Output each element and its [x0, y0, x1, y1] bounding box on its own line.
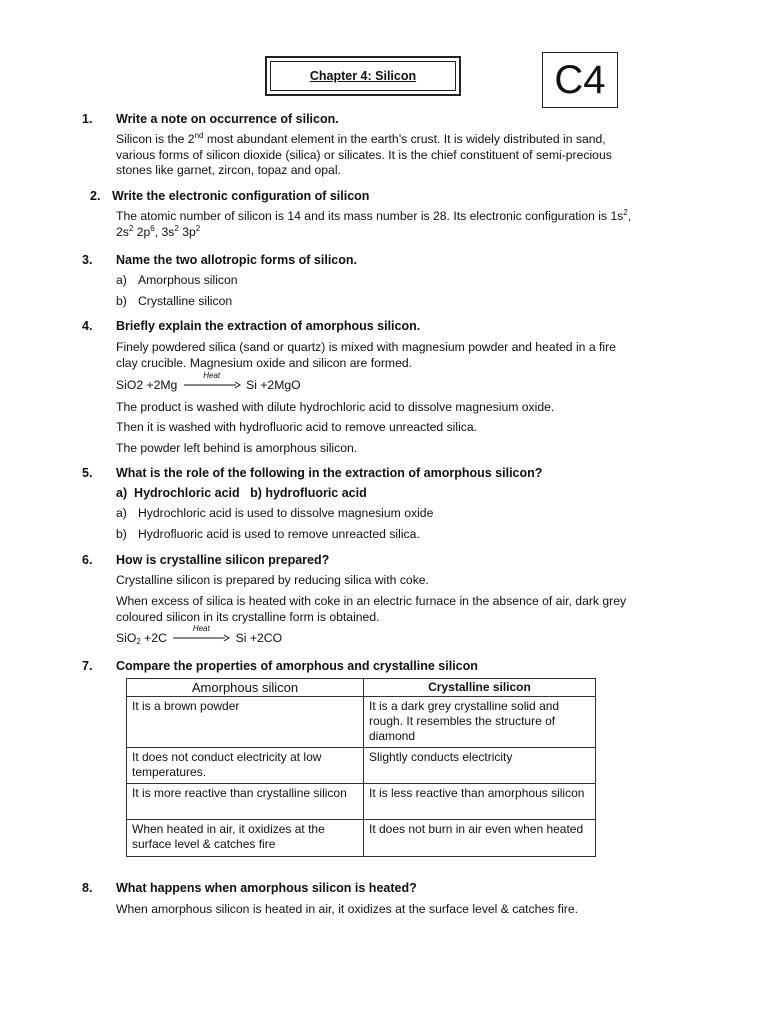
q3-list-item: [116, 273, 238, 287]
q8-number: 8.: [82, 881, 93, 895]
q7-question: Compare the properties of amorphous and crystalline silicon: [116, 659, 478, 673]
q6-equation: [116, 624, 283, 646]
config-sup-5: 2: [195, 223, 201, 233]
q8-answer: When amorphous silicon is heated in air, it oxidizes at the surface level & catches fire.: [116, 902, 578, 916]
chapter-title-box: [265, 56, 461, 96]
q6-eq-si: SiO: [116, 631, 137, 645]
config-part-5: 3p: [178, 224, 196, 239]
table-cell: Slightly conducts electricity: [364, 748, 596, 784]
config-part-4: , 3s: [154, 224, 175, 239]
q3-item-marker: b): [116, 294, 127, 308]
q1-number: 1.: [82, 112, 93, 126]
q4-eq-right: Si +2MgO: [246, 378, 301, 392]
q4-para1: Finely powdered silica (sand or quartz) is mixed with magnesium powder and heated in a fire clay crucible. Magnesium oxide and silicon are formed.: [116, 340, 616, 370]
q1-answer: [116, 132, 636, 179]
q3-list-item: [116, 294, 232, 308]
q6-eq-right: Si +2CO: [235, 631, 283, 645]
config-part-3: 2p: [133, 224, 151, 239]
q4-para3: Then it is washed with hydrofluoric acid to remove unreacted silica.: [116, 420, 478, 434]
q6-eq-carbon: +2C: [140, 631, 167, 645]
q4-equation: [116, 371, 301, 392]
table-row: [127, 748, 596, 784]
q3-number: 3.: [82, 253, 93, 267]
chapter-code-box: C4: [542, 52, 618, 108]
config-sup-4: 2: [174, 223, 179, 233]
table-cell: It is a dark grey crystalline solid and rough. It resembles the structure of diamond: [364, 697, 596, 748]
table-header-crystalline: Crystalline silicon: [364, 679, 596, 697]
q5-number: 5.: [82, 466, 93, 480]
q3-item-text: Amorphous silicon: [138, 273, 238, 287]
q6-eq-left: [116, 631, 167, 645]
config-sup-3: 6: [150, 223, 155, 233]
config-sup-2: 2: [128, 223, 134, 233]
table-header-amorphous: Amorphous silicon: [127, 679, 364, 697]
table-cell: When heated in air, it oxidizes at the surface level & catches fire: [127, 820, 364, 857]
table-cell: It is more reactive than crystalline silicon: [127, 784, 364, 820]
table-cell: It is a brown powder: [127, 697, 364, 748]
q3-item-marker: a): [116, 273, 127, 287]
q7-number: 7.: [82, 659, 93, 673]
table-cell: It does not burn in air even when heated: [364, 820, 596, 857]
config-part-2: , 2s: [116, 209, 632, 239]
q4-para2: The product is washed with dilute hydrochloric acid to dissolve magnesium oxide.: [116, 400, 555, 414]
q3-question: Name the two allotropic forms of silicon.: [116, 253, 358, 267]
q2-question: Write the electronic configuration of silicon: [112, 189, 370, 203]
table-cell: It is less reactive than amorphous silicon: [364, 784, 596, 820]
q1-question: Write a note on occurrence of silicon.: [116, 112, 339, 126]
chapter-title: Chapter 4: Silicon: [270, 61, 456, 91]
q6-eq-sub: 2: [136, 637, 141, 646]
arrow-right-icon: [172, 631, 230, 643]
table-row: [127, 697, 596, 748]
q2-answer-text: The atomic number of silicon is 14 and its mass number is 28. Its electronic configuration is 1s: [116, 209, 624, 223]
arrow-right-icon: [183, 378, 241, 390]
q2-answer: [116, 209, 636, 240]
comparison-table: [126, 678, 596, 857]
q5-item-marker: a): [116, 506, 127, 520]
q4-eq-left: SiO2 +2Mg: [116, 378, 178, 392]
table-row: [127, 820, 596, 857]
q2-number: 2.: [90, 189, 101, 203]
q6-number: 6.: [82, 553, 93, 567]
table-header-row: [127, 679, 596, 697]
q6-para1: Crystalline silicon is prepared by reducing silica with coke.: [116, 573, 429, 587]
table-cell: It does not conduct electricity at low temperatures.: [127, 748, 364, 784]
q6-para2: When excess of silica is heated with coke in an electric furnace in the absence of air, dark grey coloured silicon in its crystalline form is obtained.: [116, 594, 627, 624]
q5-subquestion: a) Hydrochloric acid b) hydrofluoric acid: [116, 486, 367, 500]
q4-arrow-label: Heat: [203, 371, 221, 380]
q6-arrow-label: Heat: [192, 624, 210, 633]
q6-reaction-arrow: [172, 624, 230, 643]
q4-reaction-arrow: [183, 371, 241, 390]
config-sup-1: 2: [623, 208, 628, 217]
table-row: [127, 784, 596, 820]
q5-item-text: Hydrofluoric acid is used to remove unreacted silica.: [138, 527, 420, 541]
q1-answer-rest: most abundant element in the earth’s crust. It is widely distributed in sand, various forms of silicon dioxide (silica) or silicates. It is the chief constituent of semi-precious stones like garnet, zircon, topaz and opal.: [116, 132, 612, 177]
q5-list-item: [116, 527, 420, 541]
q1-answer-start: Silicon is the 2: [116, 132, 195, 146]
q4-para4: The powder left behind is amorphous silicon.: [116, 441, 358, 455]
q5-item-text: Hydrochloric acid is used to dissolve magnesium oxide: [138, 506, 434, 520]
q1-answer-sup: nd: [194, 131, 204, 140]
q4-number: 4.: [82, 319, 93, 333]
q6-question: How is crystalline silicon prepared?: [116, 553, 330, 567]
q5-question: What is the role of the following in the extraction of amorphous silicon?: [116, 466, 543, 480]
q4-question: Briefly explain the extraction of amorphous silicon.: [116, 319, 421, 333]
q5-list-item: [116, 506, 433, 520]
q3-item-text: Crystalline silicon: [138, 294, 233, 308]
q8-question: What happens when amorphous silicon is heated?: [116, 881, 417, 895]
q5-item-marker: b): [116, 527, 127, 541]
